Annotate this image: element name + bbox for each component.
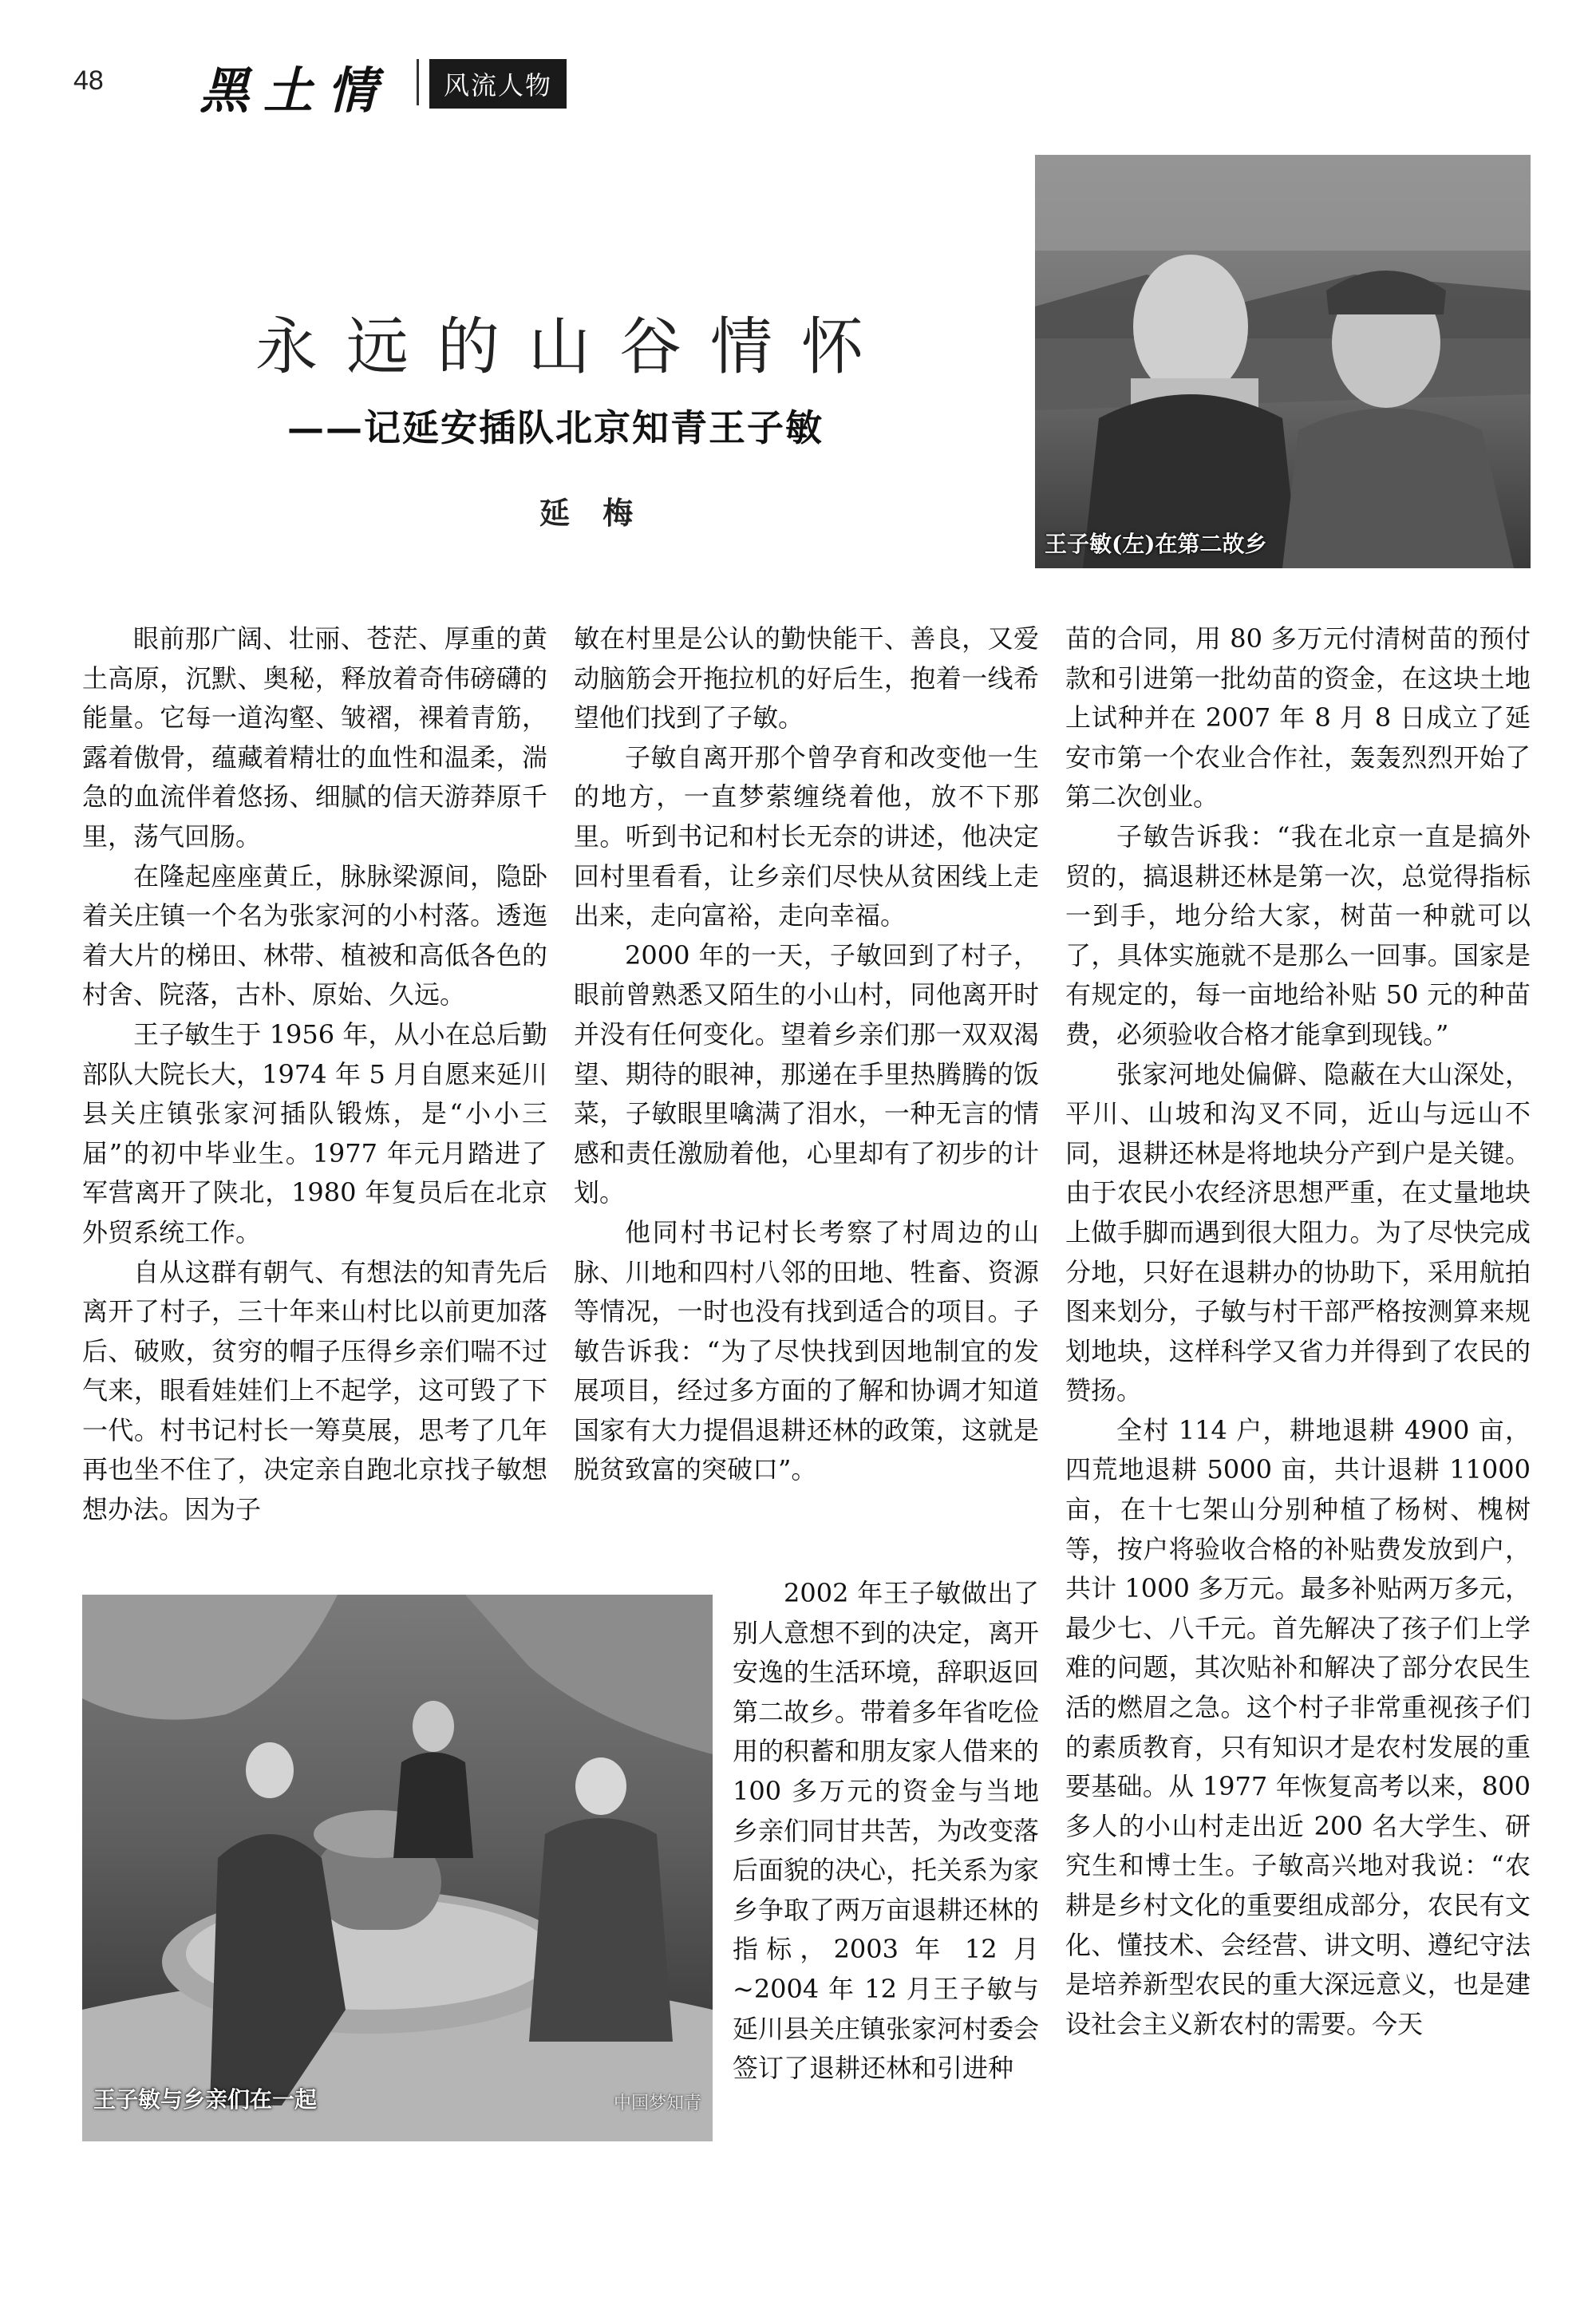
- body-column-2-lower: [733, 1574, 1039, 2089]
- portrait-photo-caption: 王子敏(左)在第二故乡: [1045, 531, 1267, 557]
- magazine-title: 黑土情: [200, 61, 392, 120]
- article-author: 延 梅: [539, 495, 645, 531]
- article-subtitle: ——记延安插队北京知青王子敏: [287, 406, 824, 449]
- header-divider: [417, 59, 419, 105]
- paragraph: 苗的合同，用 80 多万元付清树苗的预付款和引进第一批幼苗的资金，在这块土地上试种并在 2007 年 8 月 8 日成立了延安市第一个农业合作社，轰轰烈烈开始了第二次创业。: [1065, 623, 1531, 812]
- paragraph: 他同村书记村长考察了村周边的山脉、川地和四村八邻的田地、牲畜、资源等情况，一时也没有找到适合的项目。子敏告诉我：“为了尽快找到因地制宜的发展项目，经过多方面的了解和协调才知道国家有大力提倡退耕还林的政策，这就是脱贫致富的突破口”。: [574, 1216, 1039, 1485]
- paragraph: 敏在村里是公认的勤快能干、善良，又爱动脑筋会开拖拉机的好后生，抱着一线希望他们找到了子敏。: [574, 623, 1039, 733]
- paragraph: 子敏自离开那个曾孕育和改变他一生的地方，一直梦萦缠绕着他，放不下那里。听到书记和村长无奈的讲述，他决定回村里看看，让乡亲们尽快从贫困线上走出来，走向富裕，走向幸福。: [574, 741, 1039, 931]
- paragraph: 子敏告诉我：“我在北京一直是搞外贸的，搞退耕还林是第一次，总觉得指标一到手，地分给大家，树苗一种就可以了，具体实施就不是那么一回事。国家是有规定的，每一亩地给补贴 50 元的种苗费，必须验收合格才能拿到现钱。”: [1065, 820, 1531, 1050]
- body-column-1: [82, 619, 547, 1530]
- paragraph: 在隆起座座黄丘，脉脉梁源间，隐卧着关庄镇一个名为张家河的小村落。透迤着大片的梯田、林带、植被和高低各色的村舍、院落，古朴、原始、久远。: [82, 860, 547, 1010]
- paragraph: 2000 年的一天，子敏回到了村子，眼前曾熟悉又陌生的小山村，同他离开时并没有任何变化。望着乡亲们那一双双渴望、期待的眼神，那递在手里热腾腾的饭菜，子敏眼里噙满了泪水，一种无言的情感和责任激励着他，心里却有了初步的计划。: [574, 939, 1039, 1208]
- paragraph: 张家河地处偏僻、隐蔽在大山深处，平川、山坡和沟叉不同，近山与远山不同，退耕还林是将地块分产到户是关键。由于农民小农经济思想严重，在丈量地块上做手脚而遇到很大阻力。为了尽快完成分地，只好在退耕办的协助下，采用航拍图来划分，子敏与村干部严格按测算来规划地块，这样科学又省力并得到了农民的赞扬。: [1065, 1058, 1531, 1406]
- paragraph: 眼前那广阔、壮丽、苍茫、厚重的黄土高原，沉默、奥秘，释放着奇伟磅礴的能量。它每一道沟壑、皱褶，裸着青筋，露着傲骨，蕴藏着精壮的血性和温柔，湍急的血流伴着悠扬、细腻的信天游莽原千里，荡气回肠。: [82, 623, 547, 852]
- villagers-photo-caption: 王子敏与乡亲们在一起: [93, 2086, 318, 2113]
- article-title: 永远的山谷情怀: [255, 311, 893, 383]
- page-number: 48: [73, 65, 104, 96]
- watermark-text: 中国梦知青: [613, 2093, 701, 2113]
- paragraph: 全村 114 户，耕地退耕 4900 亩，四荒地退耕 5000 亩，共计退耕 11000 亩，在十七架山分别种植了杨树、槐树等，按户将验收合格的补贴费发放到户，共计 1000 多万元。最多补贴两万多元，最少七、八千元。首先解决了孩子们上学难的问题，其次贴补和解决了部分农民生活的燃眉之急。这个村子非常重视孩子们的素质教育，只有知识才是农村发展的重要基础。从 1977 年恢复高考以来，800 多人的小山村走出近 200 名大学生、研究生和博士生。子敏高兴地对我说：“农耕是乡村文化的重要组成部分，农民有文化、懂技术、会经营、讲文明、遵纪守法是培养新型农民的重大深远意义，也是建设社会主义新农村的需要。今天: [1065, 1414, 1531, 2039]
- portrait-photo: [1035, 155, 1531, 568]
- paragraph: 王子敏生于 1956 年，从小在总后勤部队大院长大，1974 年 5 月自愿来延川县关庄镇张家河插队锻炼，是“小小三届”的初中毕业生。1977 年元月踏进了军营离开了陕北，1980 年复员后在北京外贸系统工作。: [82, 1018, 547, 1247]
- section-tag: 风流人物: [429, 59, 567, 109]
- body-column-3: [1065, 619, 1531, 2044]
- paragraph: 2002 年王子敏做出了别人意想不到的决定，离开安逸的生活环境，辞职返回第二故乡。带着多年省吃俭用的积蓄和朋友家人借来的 100 多万元的资金与当地乡亲们同甘共苦，为改变落后面貌的决心，托关系为家乡争取了两万亩退耕还林的指标，2003 年 12 月~2004 年 12 月王子敏与延川县关庄镇张家河村委会签订了退耕还林和引进种: [733, 1578, 1040, 2084]
- portrait-photo-image: [1035, 155, 1531, 568]
- body-column-2-upper: [574, 619, 1039, 1490]
- paragraph: 自从这群有朝气、有想法的知青先后离开了村子，三十年来山村比以前更加落后、破败，贫穷的帽子压得乡亲们喘不过气来，眼看娃娃们上不起学，这可毁了下一代。村书记村长一筹莫展，思考了几年再也坐不住了，决定亲自跑北京找子敏想想办法。因为子: [82, 1256, 547, 1525]
- villagers-photo: [82, 1595, 713, 2141]
- villagers-photo-image: [82, 1595, 713, 2141]
